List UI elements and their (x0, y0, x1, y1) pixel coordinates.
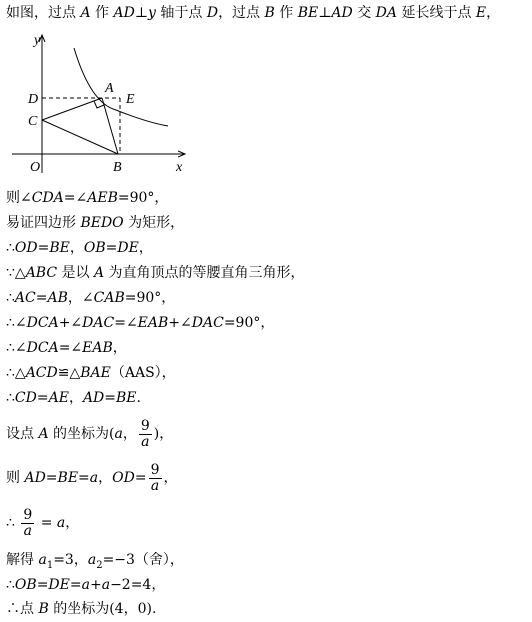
text: = (104, 390, 117, 406)
var: A (80, 5, 91, 21)
fraction-denominator: a (141, 433, 150, 450)
var: OD (112, 470, 135, 486)
solution-line-4 (6, 264, 305, 282)
text: + (89, 577, 102, 593)
var: EAB (137, 315, 169, 331)
solution-line-3 (6, 239, 153, 257)
label-b: B (113, 160, 122, 175)
text: 如图，过点 (6, 5, 81, 21)
var: BE (57, 470, 79, 486)
solution-line-6 (6, 314, 274, 332)
text: 易证四边形 (6, 215, 81, 231)
var: CD (14, 390, 37, 406)
var: AD (82, 390, 105, 406)
text: ， (138, 240, 153, 256)
var: A (93, 265, 105, 281)
text: ∴∠ (6, 340, 27, 356)
text: = (134, 470, 147, 486)
solution-line-7 (6, 339, 127, 357)
solution-line-15 (6, 600, 156, 618)
subscript: 1 (46, 559, 54, 571)
text: =90°， (117, 190, 169, 206)
perp-symbol: ⊥ (318, 5, 332, 21)
text: )， (153, 426, 174, 442)
text: =−3（舍）， (102, 552, 184, 568)
solution-line-11 (6, 462, 178, 494)
var: AD (24, 470, 46, 486)
segment-ab (102, 98, 118, 154)
text: 解得 (6, 552, 39, 568)
var: AC (14, 290, 36, 306)
fraction-numerator: 9 (23, 506, 33, 523)
text: ， (65, 515, 80, 531)
text: ∵△ (6, 265, 26, 281)
solution-line-9 (6, 389, 141, 407)
segment-ca (42, 98, 102, 120)
perp-symbol: ⊥ (134, 5, 148, 21)
solution-line-13 (6, 551, 184, 575)
intro-line (6, 4, 500, 22)
var: OB (83, 240, 106, 256)
var: AD (331, 5, 353, 21)
text: ，过点 (218, 5, 265, 21)
text: ， (163, 470, 178, 486)
text: 作 (274, 5, 298, 21)
var: BE (116, 390, 137, 406)
text: 的坐标为(4，0). (48, 601, 157, 617)
text: ，∠ (67, 290, 94, 306)
text: = (36, 390, 49, 406)
text: ≌△ (57, 365, 81, 381)
text: = (36, 577, 49, 593)
var: OD (14, 240, 38, 256)
var: BE (297, 5, 319, 21)
label-o: O (30, 160, 41, 175)
var: DE (117, 240, 139, 256)
text: ∴ (6, 290, 15, 306)
text: 则 (6, 470, 25, 486)
fraction-numerator: 9 (140, 417, 150, 434)
label-a: A (105, 81, 114, 96)
text: =∠ (58, 340, 83, 356)
var: BEDO (80, 215, 124, 231)
text: ∴ (6, 515, 20, 531)
segment-cb (42, 120, 118, 154)
text: ， (68, 390, 83, 406)
text: ， (486, 5, 501, 21)
label-c: C (28, 114, 38, 129)
label-y: y (34, 33, 41, 48)
text: ， (112, 340, 127, 356)
text: −2=4， (110, 577, 166, 593)
var: a (56, 515, 66, 531)
var: DAC (82, 315, 115, 331)
var: AB (47, 290, 68, 306)
var: a (38, 552, 47, 568)
var: EAB (82, 340, 113, 356)
label-d: D (28, 92, 39, 107)
text: ∴ (6, 577, 15, 593)
var: BAE (80, 365, 111, 381)
text: （AAS）， (110, 365, 176, 381)
fraction-denominator: a (23, 522, 32, 539)
solution-line-14 (6, 576, 165, 594)
fraction (149, 463, 162, 494)
text: = (36, 515, 57, 531)
hyperbola-curve (74, 48, 168, 126)
text: . (136, 390, 141, 406)
text: 是以 (57, 265, 94, 281)
label-e: E (126, 92, 135, 107)
text: ∴ (6, 390, 15, 406)
var: CAB (93, 290, 125, 306)
text: 的坐标为( (48, 426, 115, 442)
var: AD (113, 5, 135, 21)
var: ACD (25, 365, 58, 381)
var: DCA (26, 340, 59, 356)
fraction-denominator: a (150, 477, 160, 494)
text: = (45, 470, 58, 486)
var: a (81, 577, 90, 593)
text: +∠ (168, 315, 192, 331)
text: 则∠ (6, 190, 32, 206)
text: ， (122, 426, 137, 442)
var: OB (14, 577, 37, 593)
solution-line-5 (6, 289, 175, 307)
text: 交 (352, 5, 376, 21)
geometry-figure (6, 28, 196, 178)
var: AEB (87, 190, 118, 206)
text: ∴∠ (6, 315, 27, 331)
fraction-numerator: 9 (150, 461, 160, 478)
var: DA (375, 5, 397, 21)
fraction (21, 508, 34, 539)
var: ABC (25, 265, 58, 281)
subscript: 2 (96, 559, 103, 571)
var: A (38, 426, 49, 442)
var: D (206, 5, 219, 21)
fraction (139, 419, 152, 450)
var: a (87, 552, 97, 568)
label-x: x (176, 160, 183, 175)
solution-line-1 (6, 189, 168, 207)
text: 延长线于点 (397, 5, 476, 21)
text: ∴点 (6, 601, 39, 617)
text: = (35, 290, 48, 306)
text: =90°， (223, 315, 275, 331)
var: DAC (191, 315, 224, 331)
text: ， (69, 240, 84, 256)
text: ∴△ (6, 365, 26, 381)
solution-line-10 (6, 418, 173, 450)
var: B (264, 5, 275, 21)
text: =90°， (124, 290, 176, 306)
solution-line-8 (6, 364, 176, 382)
text: = (37, 240, 50, 256)
var: B (38, 601, 49, 617)
var: a (89, 470, 99, 486)
text: 轴于点 (155, 5, 207, 21)
text: 为直角顶点的等腰直角三角形， (104, 265, 305, 281)
var: DE (48, 577, 70, 593)
text: = (69, 577, 82, 593)
text: = (78, 470, 90, 486)
solution-line-2 (6, 214, 184, 232)
text: =∠ (63, 190, 88, 206)
var: E (475, 5, 487, 21)
var: y (148, 5, 156, 21)
text: 设点 (6, 426, 39, 442)
text: ， (98, 470, 113, 486)
var: DCA (26, 315, 59, 331)
var: a (101, 577, 111, 593)
text: =3， (53, 552, 88, 568)
text: 为矩形， (123, 215, 185, 231)
var: AE (48, 390, 69, 406)
text: 作 (90, 5, 114, 21)
var: CDA (31, 190, 64, 206)
text: = (105, 240, 118, 256)
solution-line-12 (6, 507, 79, 539)
text: ∴ (6, 240, 15, 256)
text: +∠ (58, 315, 83, 331)
text: =∠ (114, 315, 138, 331)
var: BE (49, 240, 70, 256)
var: a (114, 426, 123, 442)
